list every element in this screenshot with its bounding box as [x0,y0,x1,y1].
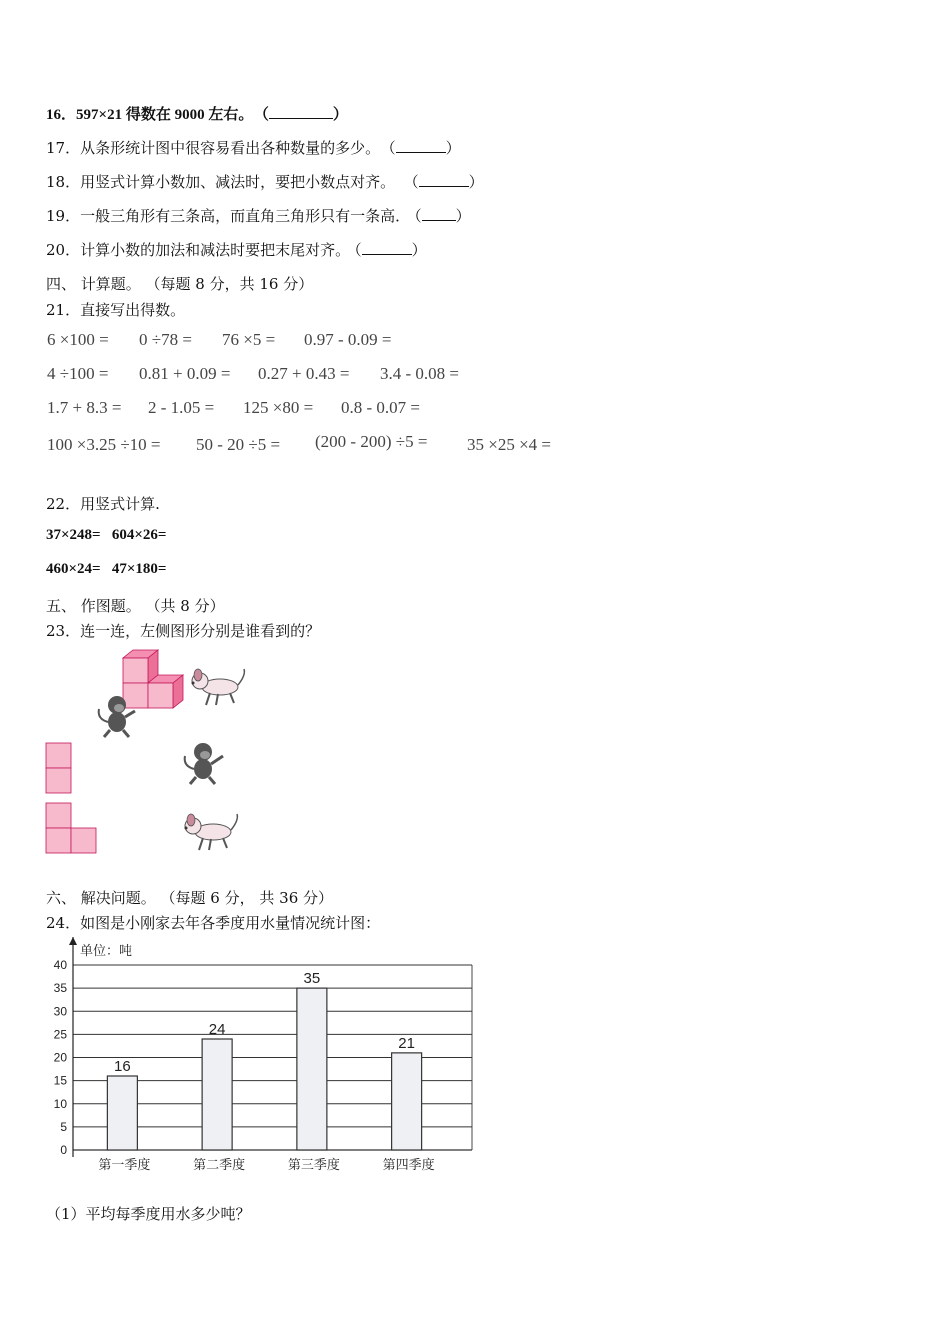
answer-blank[interactable] [362,240,412,255]
y-tick-label: 5 [60,1119,67,1134]
question-17 [46,137,461,158]
math-item: 4 ÷100 = [47,364,109,383]
y-tick-label: 20 [53,1050,67,1065]
cube-stack-icon [123,650,183,708]
bar-value-label: 21 [398,1034,415,1052]
paren-open: （ [411,173,419,191]
answer-blank[interactable] [396,138,446,153]
monkey-icon [185,743,223,784]
bar [202,1039,232,1150]
q21-title: 21．直接写出得数。 [46,301,186,319]
bar-value-label: 24 [208,1021,226,1038]
question-text: 计算小数的加法和减法时要把末尾对齐。 [80,241,351,259]
math-item: 35 ×25 ×4 = [467,435,552,454]
paren-open: （ [414,207,422,225]
math-item: (200 - 200) ÷5 = [315,432,428,451]
paren-open: （ [388,139,396,157]
y-tick-label: 25 [53,1027,67,1042]
dog-icon [192,669,245,705]
math-item: 3.4 - 0.08 = [380,364,459,383]
y-tick-label: 15 [53,1073,67,1088]
question-18 [46,171,484,192]
x-category-label: 第三季度 [287,1157,340,1172]
answer-blank[interactable] [422,206,456,221]
math-item: 100 ×3.25 ÷10 = [47,435,161,454]
math-item: 0.81 + 0.09 = [139,364,231,383]
paren-close: ） [411,241,427,259]
q22-row-1: 37×248= 604×26= [46,527,167,543]
q22-title: 22．用竖式计算. [46,495,160,513]
paren-open: （ [261,107,269,123]
math-item: 0 ÷78 = [139,330,192,349]
question-20 [46,239,427,260]
y-tick-labels [54,958,68,1157]
math-item: 0.8 - 0.07 = [341,398,420,417]
section-6-title: 六、 解决问题。 （每题 6 分， 共 36 分） [46,889,334,907]
y-tick-label: 35 [53,981,67,996]
y-axis-arrow-icon [69,937,77,945]
front-view-shape [46,743,71,793]
y-tick-label: 30 [53,1004,67,1019]
math-item: 125 ×80 = [243,398,314,417]
question-number: 16． [46,107,77,123]
math-item: 6 ×100 = [47,330,109,349]
x-category-label: 第二季度 [193,1157,246,1172]
section-5-title: 五、 作图题。 （共 8 分） [46,597,225,615]
bar [297,988,327,1150]
bar-value-label: 16 [114,1058,131,1075]
dog-icon [185,814,238,850]
y-tick-label: 10 [53,1096,67,1111]
answer-blank[interactable] [269,104,333,119]
water-usage-bar-chart [40,935,480,1180]
bar-value-labels [114,970,415,1075]
y-tick-label: 40 [53,958,67,972]
x-category-labels [98,1157,434,1172]
answer-blank[interactable] [419,172,469,187]
unit-label: 单位：吨 [80,943,133,958]
bar [107,1076,137,1150]
question-number: 18． [46,173,81,191]
q24-sub-1: （1）平均每季度用水多少吨？ [46,1205,251,1223]
question-text: 一般三角形有三条高，而直角三角形只有一条高． [80,207,411,225]
question-text: 597×21 得数在 9000 左右。 [76,107,254,123]
question-16 [46,103,348,124]
y-tick-label: 0 [60,1143,67,1157]
paren-close: ） [455,207,471,225]
math-item: 0.27 + 0.43 = [258,364,350,383]
math-item: 1.7 + 8.3 = [47,398,122,417]
question-number: 19． [46,207,81,225]
question-number: 20． [46,241,81,259]
question-text: 从条形统计图中很容易看出各种数量的多少。 [80,139,381,157]
section-4-title: 四、 计算题。 （每题 8 分，共 16 分） [46,275,314,293]
paren-close: ） [332,107,348,123]
question-19 [46,205,471,226]
view-matching-figure [40,645,270,860]
chart-bars [107,988,421,1150]
question-text: 用竖式计算小数加、减法时，要把小数点对齐。 [80,173,396,191]
x-category-label: 第四季度 [382,1157,435,1172]
q24-title: 24．如图是小刚家去年各季度用水量情况统计图： [46,914,381,932]
q23-title: 23．连一连，左侧图形分别是谁看到的？ [46,622,321,640]
side-view-shape [46,803,96,853]
paren-close: ） [468,173,484,191]
q22-row-2: 460×24= 47×180= [46,561,167,577]
x-category-label: 第一季度 [98,1157,151,1172]
math-item: 0.97 - 0.09 = [304,330,392,349]
question-number: 17． [46,139,81,157]
paren-close: ） [445,139,461,157]
paren-open: （ [354,241,362,259]
bar-value-label: 35 [303,970,321,988]
math-item: 76 ×5 = [222,330,276,349]
math-item: 50 - 20 ÷5 = [196,435,281,454]
bar [392,1053,422,1150]
math-item: 2 - 1.05 = [148,398,215,417]
